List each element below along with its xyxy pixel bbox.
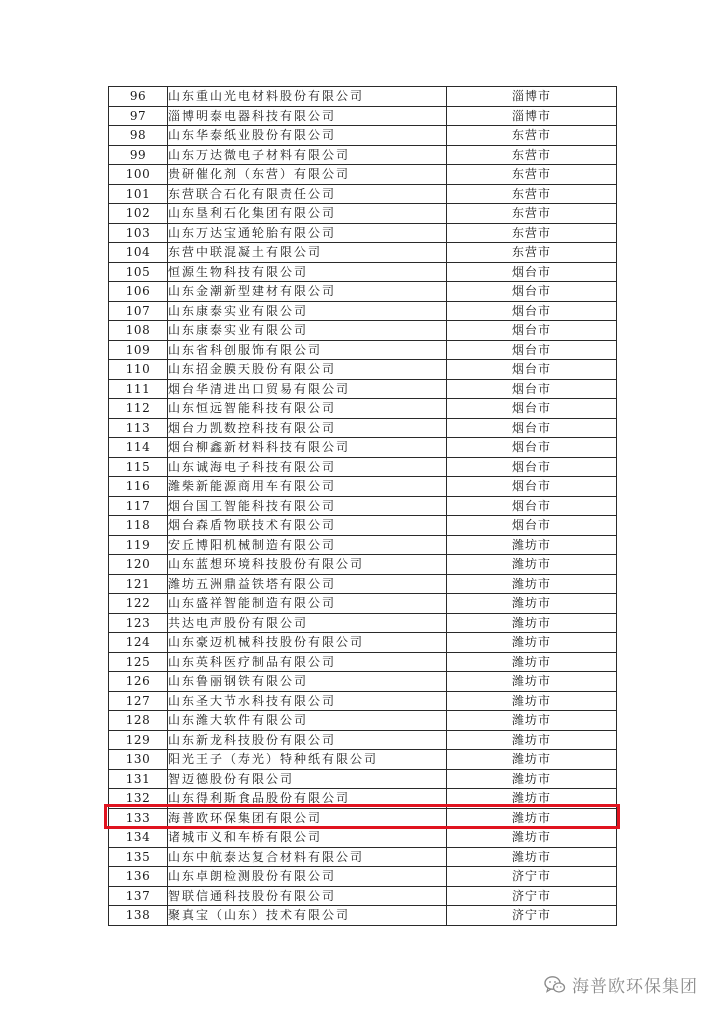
table-row — [109, 145, 617, 165]
table-row — [109, 340, 617, 360]
table-row — [109, 438, 617, 458]
row-number: 100 — [109, 165, 168, 185]
company-name: 山东重山光电材料股份有限公司 — [168, 87, 447, 107]
company-name: 潍柴新能源商用车有限公司 — [168, 477, 447, 497]
table-row — [109, 477, 617, 497]
company-name: 东营联合石化有限责任公司 — [168, 184, 447, 204]
city-name: 潍坊市 — [447, 691, 617, 711]
company-name: 山东潍大软件有限公司 — [168, 711, 447, 731]
table-row — [109, 594, 617, 614]
city-name: 潍坊市 — [447, 808, 617, 828]
company-name: 山东万达微电子材料有限公司 — [168, 145, 447, 165]
company-name: 山东英科医疗制品有限公司 — [168, 652, 447, 672]
company-name: 烟台国工智能科技有限公司 — [168, 496, 447, 516]
company-name: 山东华泰纸业股份有限公司 — [168, 126, 447, 146]
city-name: 潍坊市 — [447, 769, 617, 789]
row-number: 114 — [109, 438, 168, 458]
row-number: 107 — [109, 301, 168, 321]
city-name: 潍坊市 — [447, 672, 617, 692]
table-row — [109, 711, 617, 731]
city-name: 烟台市 — [447, 399, 617, 419]
row-number: 123 — [109, 613, 168, 633]
city-name: 烟台市 — [447, 379, 617, 399]
row-number: 97 — [109, 106, 168, 126]
table-row — [109, 457, 617, 477]
city-name: 东营市 — [447, 145, 617, 165]
company-name: 山东垦利石化集团有限公司 — [168, 204, 447, 224]
row-number: 116 — [109, 477, 168, 497]
city-name: 潍坊市 — [447, 750, 617, 770]
table-row — [109, 379, 617, 399]
table-row — [109, 360, 617, 380]
city-name: 烟台市 — [447, 477, 617, 497]
row-number: 124 — [109, 633, 168, 653]
table-row — [109, 399, 617, 419]
table-row — [109, 847, 617, 867]
table-row — [109, 828, 617, 848]
company-name: 山东金潮新型建材有限公司 — [168, 282, 447, 302]
row-number: 136 — [109, 867, 168, 887]
table-row — [109, 282, 617, 302]
table-row — [109, 750, 617, 770]
row-number: 138 — [109, 906, 168, 926]
company-name: 山东卓朗检测股份有限公司 — [168, 867, 447, 887]
city-name: 烟台市 — [447, 360, 617, 380]
table-row — [109, 769, 617, 789]
company-name: 山东盛祥智能制造有限公司 — [168, 594, 447, 614]
row-number: 117 — [109, 496, 168, 516]
row-number: 120 — [109, 555, 168, 575]
city-name: 济宁市 — [447, 906, 617, 926]
company-table-body — [109, 87, 617, 926]
row-number: 98 — [109, 126, 168, 146]
city-name: 东营市 — [447, 223, 617, 243]
table-row — [109, 652, 617, 672]
row-number: 134 — [109, 828, 168, 848]
company-name: 聚真宝（山东）技术有限公司 — [168, 906, 447, 926]
row-number: 103 — [109, 223, 168, 243]
company-name: 山东得利斯食品股份有限公司 — [168, 789, 447, 809]
row-number: 118 — [109, 516, 168, 536]
city-name: 淄博市 — [447, 87, 617, 107]
table-row — [109, 496, 617, 516]
table-row — [109, 613, 617, 633]
city-name: 东营市 — [447, 204, 617, 224]
table-row — [109, 730, 617, 750]
company-name: 阳光王子（寿光）特种纸有限公司 — [168, 750, 447, 770]
company-name: 东营中联混凝土有限公司 — [168, 243, 447, 263]
city-name: 东营市 — [447, 126, 617, 146]
table-row — [109, 672, 617, 692]
row-number: 106 — [109, 282, 168, 302]
company-name: 烟台华清进出口贸易有限公司 — [168, 379, 447, 399]
city-name: 东营市 — [447, 243, 617, 263]
row-number: 101 — [109, 184, 168, 204]
city-name: 烟台市 — [447, 516, 617, 536]
row-number: 133 — [109, 808, 168, 828]
row-number: 104 — [109, 243, 168, 263]
company-name: 智联信通科技股份有限公司 — [168, 886, 447, 906]
city-name: 烟台市 — [447, 418, 617, 438]
watermark-text: 海普欧环保集团 — [572, 977, 698, 997]
city-name: 潍坊市 — [447, 535, 617, 555]
company-name: 贵研催化剂（东营）有限公司 — [168, 165, 447, 185]
row-number: 137 — [109, 886, 168, 906]
city-name: 烟台市 — [447, 262, 617, 282]
company-name: 恒源生物科技有限公司 — [168, 262, 447, 282]
row-number: 126 — [109, 672, 168, 692]
city-name: 潍坊市 — [447, 555, 617, 575]
company-name: 共达电声股份有限公司 — [168, 613, 447, 633]
company-name: 山东万达宝通轮胎有限公司 — [168, 223, 447, 243]
company-name: 山东诚海电子科技有限公司 — [168, 457, 447, 477]
row-number: 135 — [109, 847, 168, 867]
row-number: 125 — [109, 652, 168, 672]
city-name: 潍坊市 — [447, 613, 617, 633]
company-name: 山东豪迈机械科技股份有限公司 — [168, 633, 447, 653]
row-number: 119 — [109, 535, 168, 555]
company-name: 海普欧环保集团有限公司 — [168, 808, 447, 828]
table-row — [109, 243, 617, 263]
table-row — [109, 165, 617, 185]
table-row — [109, 886, 617, 906]
company-name: 山东蓝想环境科技股份有限公司 — [168, 555, 447, 575]
table-row — [109, 262, 617, 282]
company-name: 山东新龙科技股份有限公司 — [168, 730, 447, 750]
city-name: 潍坊市 — [447, 652, 617, 672]
city-name: 烟台市 — [447, 282, 617, 302]
city-name: 潍坊市 — [447, 594, 617, 614]
city-name: 潍坊市 — [447, 828, 617, 848]
row-number: 109 — [109, 340, 168, 360]
row-number: 96 — [109, 87, 168, 107]
company-name: 山东中航泰达复合材料有限公司 — [168, 847, 447, 867]
row-number: 131 — [109, 769, 168, 789]
city-name: 潍坊市 — [447, 789, 617, 809]
city-name: 烟台市 — [447, 496, 617, 516]
company-name: 烟台森盾物联技术有限公司 — [168, 516, 447, 536]
table-row — [109, 574, 617, 594]
city-name: 潍坊市 — [447, 730, 617, 750]
city-name: 烟台市 — [447, 438, 617, 458]
company-name: 山东招金膜天股份有限公司 — [168, 360, 447, 380]
table-row — [109, 301, 617, 321]
row-number: 105 — [109, 262, 168, 282]
row-number: 121 — [109, 574, 168, 594]
city-name: 烟台市 — [447, 457, 617, 477]
watermark — [544, 972, 698, 997]
row-number: 128 — [109, 711, 168, 731]
company-name: 潍坊五洲鼎益铁塔有限公司 — [168, 574, 447, 594]
row-number: 129 — [109, 730, 168, 750]
table-row — [109, 789, 617, 809]
table-row — [109, 106, 617, 126]
table-row — [109, 223, 617, 243]
company-name: 山东恒远智能科技有限公司 — [168, 399, 447, 419]
table-row — [109, 418, 617, 438]
city-name: 烟台市 — [447, 321, 617, 341]
table-row — [109, 126, 617, 146]
city-name: 烟台市 — [447, 340, 617, 360]
row-number: 99 — [109, 145, 168, 165]
table-row — [109, 906, 617, 926]
table-row — [109, 691, 617, 711]
row-number: 108 — [109, 321, 168, 341]
city-name: 潍坊市 — [447, 847, 617, 867]
company-name: 山东康泰实业有限公司 — [168, 321, 447, 341]
company-name: 安丘博阳机械制造有限公司 — [168, 535, 447, 555]
company-name: 山东省科创服饰有限公司 — [168, 340, 447, 360]
city-name: 潍坊市 — [447, 711, 617, 731]
row-number: 115 — [109, 457, 168, 477]
wechat-icon — [544, 975, 566, 995]
row-number: 132 — [109, 789, 168, 809]
row-number: 102 — [109, 204, 168, 224]
table-row — [109, 516, 617, 536]
row-number: 130 — [109, 750, 168, 770]
city-name: 潍坊市 — [447, 633, 617, 653]
table-row — [109, 808, 617, 828]
city-name: 东营市 — [447, 165, 617, 185]
company-name: 智迈德股份有限公司 — [168, 769, 447, 789]
table-row — [109, 204, 617, 224]
table-row — [109, 633, 617, 653]
company-name: 诸城市义和车桥有限公司 — [168, 828, 447, 848]
city-name: 济宁市 — [447, 867, 617, 887]
table-row — [109, 87, 617, 107]
row-number: 110 — [109, 360, 168, 380]
row-number: 127 — [109, 691, 168, 711]
city-name: 潍坊市 — [447, 574, 617, 594]
city-name: 东营市 — [447, 184, 617, 204]
company-name: 山东圣大节水科技有限公司 — [168, 691, 447, 711]
company-table — [108, 86, 617, 926]
table-row — [109, 535, 617, 555]
row-number: 113 — [109, 418, 168, 438]
table-row — [109, 867, 617, 887]
table-row — [109, 321, 617, 341]
row-number: 111 — [109, 379, 168, 399]
company-name: 山东鲁丽钢铁有限公司 — [168, 672, 447, 692]
city-name: 济宁市 — [447, 886, 617, 906]
company-name: 山东康泰实业有限公司 — [168, 301, 447, 321]
row-number: 112 — [109, 399, 168, 419]
city-name: 淄博市 — [447, 106, 617, 126]
row-number: 122 — [109, 594, 168, 614]
company-name: 烟台力凯数控科技有限公司 — [168, 418, 447, 438]
table-row — [109, 555, 617, 575]
company-name: 烟台柳鑫新材料科技有限公司 — [168, 438, 447, 458]
city-name: 烟台市 — [447, 301, 617, 321]
table-row — [109, 184, 617, 204]
company-name: 淄博明泰电器科技有限公司 — [168, 106, 447, 126]
